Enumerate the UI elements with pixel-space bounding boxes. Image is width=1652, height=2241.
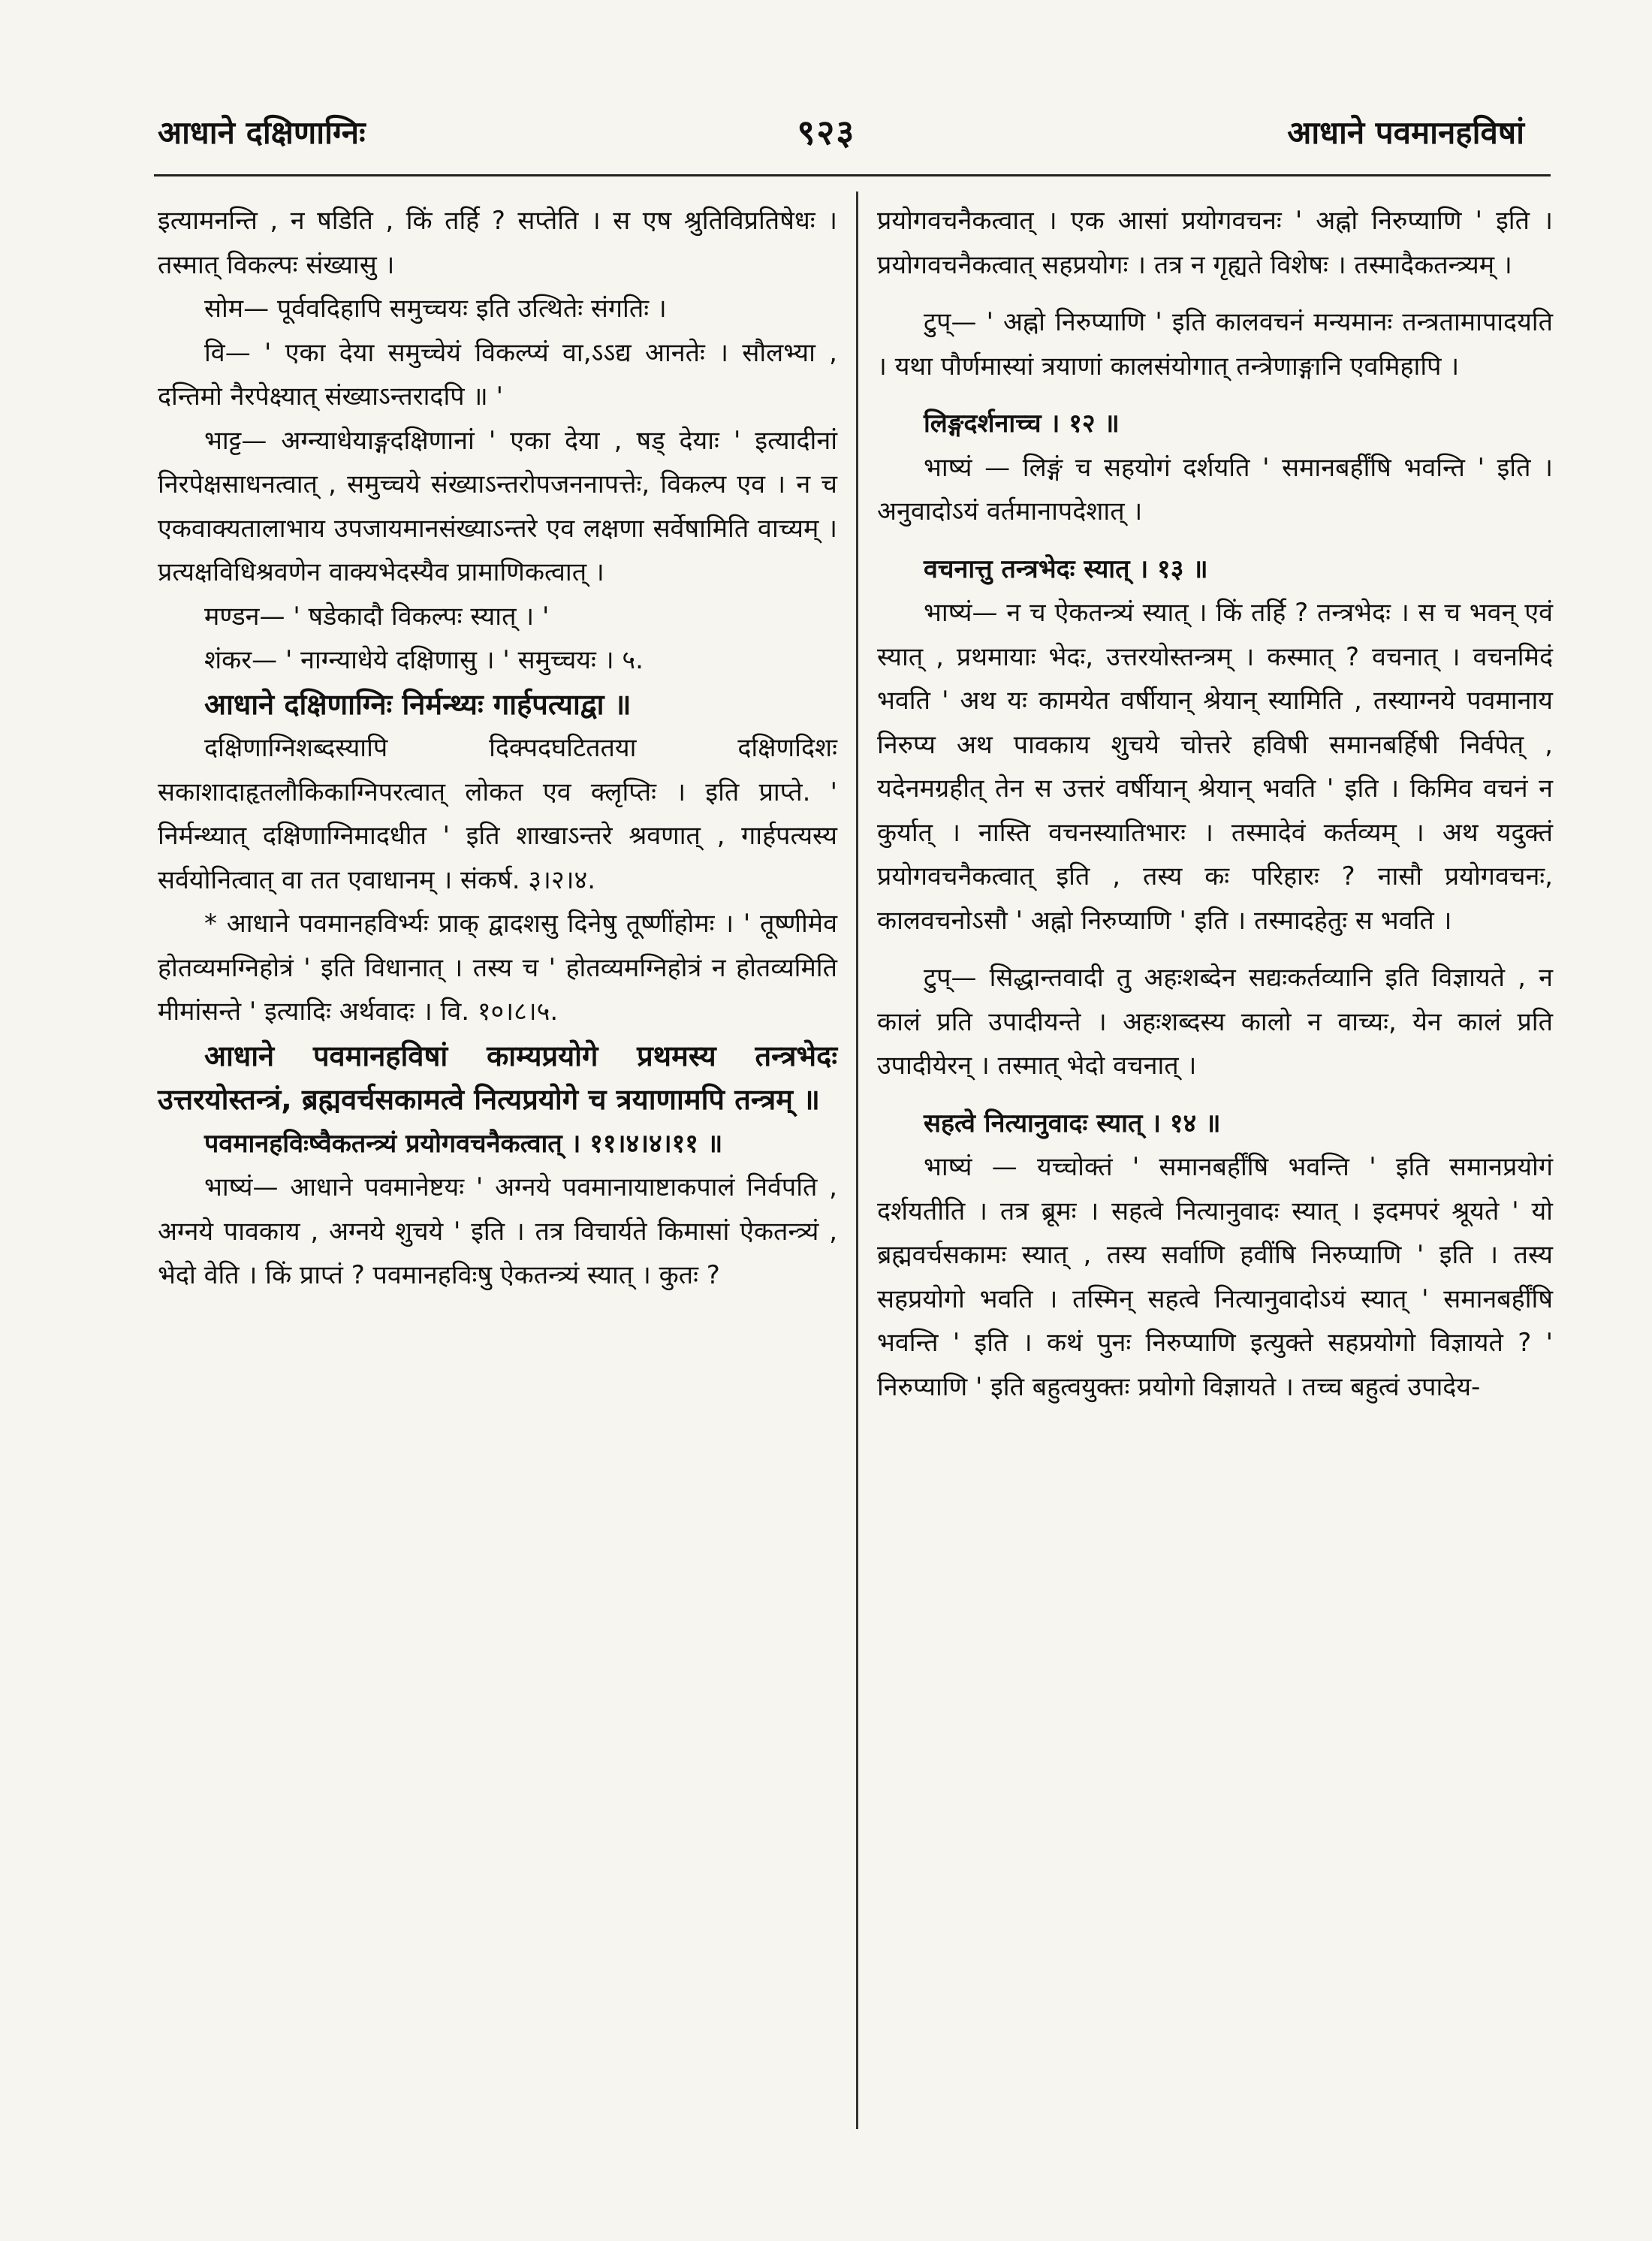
paragraph: दक्षिणाग्निशब्दस्यापि दिक्पदघटिततया दक्षिणदिशः सकाशादाहृतलौकिकाग्निपरत्वात् लोकत एव क्लृप्तिः । इति प्राप्ते. ' निर्मन्थ्यात् दक्षिणाग्निमादधीत ' इति शाखाऽन्तरे श्रवणात् , गार्हपत्यस्य सर्वयोनित्वात् वा तत एवाधानम् । संकर्ष. ३।२।४. [158, 733, 837, 895]
paragraph: प्रयोगवचनैकत्वात् । एक आसां प्रयोगवचनः ' अह्नो निरुप्याणि ' इति । प्रयोगवचनैकत्वात् सहप्रयोगः । तत्र न गृह्यते विशेषः । तस्मादैकतन्त्र्यम् । [877, 206, 1553, 280]
paragraph: भाट्ट— अग्न्याधेयाङ्गदक्षिणानां ' एका देया , षड् देयाः ' इत्यादीनां निरपेक्षसाधनत्वात् , समुच्चये संख्याऽन्तरोपजननापत्तेः, विकल्प एव । न च एकवाक्यतालाभाय उपजायमानसंख्याऽन्तरे एव लक्षणा सर्वेषामिति वाच्यम् । प्रत्यक्षविधिश्रवणेन वाक्यभेदस्यैव प्रामाणिकत्वात् । [158, 425, 837, 587]
adhikarana-heading: आधाने पवमानहविषां काम्यप्रयोगे प्रथमस्य तन्त्रभेदः उत्तरयोस्तन्त्रं, ब्रह्मवर्चसकामत्वे नित्यप्रयोगे च त्रयाणामपि तन्त्रम् ॥ [158, 1039, 837, 1116]
spacer [877, 388, 1553, 402]
paragraph: टुप्— ' अह्नो निरुप्याणि ' इति कालवचनं मन्यमानः तन्त्रतामापादयति । यथा पौर्णमास्यां त्रयाणां कालसंयोगात् तन्त्रेणाङ्गानि एवमिहापि । [877, 307, 1553, 382]
paragraph: भाष्यं— न च ऐकतन्त्र्यं स्यात् । किं तर्हि ? तन्त्रभेदः । स च भवन् एवं स्यात् , प्रथमायाः भेदः, उत्तरयोस्तन्त्रम् । कस्मात् ? वचनात् । वचनमिदं भवति ' अथ यः कामयेत वर्षीयान् श्रेयान् स्यामिति , तस्याग्नये पवमानाय निरुप्य अथ पावकाय शुचये चोत्तरे हविषी समानबर्हिषी निर्वपेत् , यदेनमग्रहीत् तेन स उत्तरं वर्षीयान् श्रेयान् भवति ' इति । किमिव वचनं न कुर्यात् । नास्ति वचनस्यातिभारः । तस्मादेवं कर्तव्यम् । अथ यदुक्तं प्रयोगवचनैकत्वात् इति , तस्य कः परिहारः ? नासौ प्रयोगवचनः, कालवचनोऽसौ ' अह्नो निरुप्याणि ' इति । तस्मादहेतुः स भवति । [877, 598, 1553, 936]
paragraph: भाष्यं — यच्चोक्तं ' समानबर्हींषि भवन्ति ' इति समानप्रयोगं दर्शयतीति । तत्र ब्रूमः । सहत्वे नित्यानुवादः स्यात् । इदमपरं श्रूयते ' यो ब्रह्मवर्चसकामः स्यात् , तस्य सर्वाणि हवींषि निरुप्याणि ' इति । तस्य सहप्रयोगो भवति । तस्मिन् सहत्वे नित्यानुवादोऽयं स्यात् ' समानबर्हींषि भवन्ति ' इति । कथं पुनः निरुप्याणि इत्युक्ते सहप्रयोगो विज्ञायते ? ' निरुप्याणि ' इति बहुत्वयुक्तः प्रयोगो विज्ञायते । तच्च बहुत्वं उपादेय- [877, 1152, 1553, 1402]
spacer [877, 1088, 1553, 1102]
header-left-title: आधाने दक्षिणाग्निः [158, 113, 366, 151]
paragraph: वि— ' एका देया समुच्चेयं विकल्प्यं वा,ऽऽद्य आनतेः । सौलभ्या , दन्तिमो नैरपेक्ष्यात् संख्याऽन्तरादपि ॥ ' [158, 337, 837, 412]
paragraph: टुप्— सिद्धान्तवादी तु अहःशब्देन सद्यःकर्तव्यानि इति विज्ञायते , न कालं प्रति उपादीयन्ते । अहःशब्दस्य कालो न वाच्यः, येन कालं प्रति उपादीयेरन् । तस्मात् भेदो वचनात् । [877, 963, 1553, 1081]
sutra: लिङ्गदर्शनाच्च । १२ ॥ [924, 409, 1120, 439]
header-right-title: आधाने पवमानहविषां [1287, 113, 1524, 151]
paragraph: सोम— पूर्ववदिहापि समुच्चयः इति उत्थितेः संगतिः । [204, 294, 667, 324]
sutra: पवमानहविःष्वैकतन्त्र्यं प्रयोगवचनैकत्वात् । ११।४।४।११ ॥ [204, 1128, 723, 1159]
right-column [877, 199, 1553, 1409]
column-divider [856, 192, 858, 2129]
paragraph: इत्यामनन्ति , न षडिति , किं तर्हि ? सप्तेति । स एष श्रुतिविप्रतिषेधः । तस्मात् विकल्पः संख्यासु । [158, 206, 837, 280]
spacer [877, 287, 1553, 300]
paragraph: मण्डन— ' षडेकादौ विकल्पः स्यात् । ' [204, 601, 550, 632]
header-rule [154, 174, 1551, 176]
left-column [158, 199, 837, 1298]
paragraph: भाष्यं— आधाने पवमानेष्टयः ' अग्नये पवमानायाष्टाकपालं निर्वपति , अग्नये पावकाय , अग्नये शुचये ' इति । तत्र विचार्यते किमासां ऐकतन्त्र्यं , भेदो वेति । किं प्राप्तं ? पवमानहविःषु ऐकतन्त्र्यं स्यात् । कुतः ? [158, 1172, 837, 1290]
paragraph: * आधाने पवमानहविर्भ्यः प्राक् द्वादशसु दिनेषु तूष्णींहोमः । ' तूष्णीमेव होतव्यमग्निहोत्रं ' इति विधानात् । तस्य च ' होतव्यमग्निहोत्रं न होतव्यमिति मीमांसन्ते ' इत्यादिः अर्थवादः । वि. १०।८।५. [158, 909, 837, 1027]
running-header [158, 105, 1524, 158]
paragraph: भाष्यं — लिङ्गं च सहयोगं दर्शयति ' समानबर्हींषि भवन्ति ' इति । अनुवादोऽयं वर्तमानापदेशात् । [877, 452, 1553, 526]
sutra: वचनात्तु तन्त्रभेदः स्यात् । १३ ॥ [924, 553, 1208, 584]
paragraph: शंकर— ' नाग्न्याधेये दक्षिणासु । ' समुच्चयः । ५. [204, 645, 644, 675]
spacer [877, 943, 1553, 956]
page-number: ९२३ [797, 112, 856, 152]
adhikarana-heading: आधाने दक्षिणाग्निः निर्मन्थ्यः गार्हपत्याद्वा ॥ [204, 687, 632, 721]
spacer [877, 534, 1553, 547]
sutra: सहत्वे नित्यानुवादः स्यात् । १४ ॥ [924, 1108, 1221, 1139]
